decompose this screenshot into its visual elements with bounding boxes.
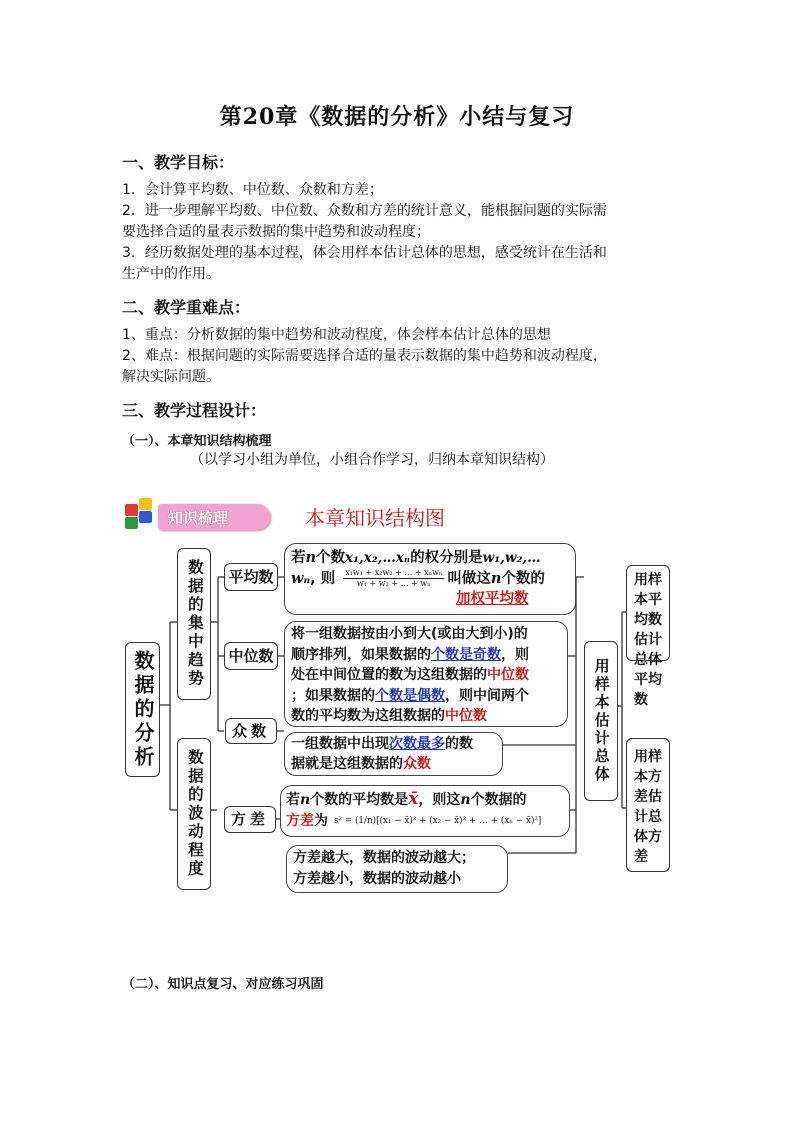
badge-label: 知识梳理 xyxy=(168,509,229,527)
mode-node: 众数 xyxy=(225,718,277,744)
variance-formula: s² = (1/n)[(x₁ − x̄)² + (x₂ − x̄)² + … + (xₙ − x̄)²] xyxy=(334,816,542,826)
section2-heading: 二、教学重难点： xyxy=(122,298,251,317)
key-point-line: 2、难点：根据问题的实际需要选择合适的量表示数据的集中趋势和波动程度， xyxy=(122,348,607,364)
objective-line: 要选择合适的量表示数据的集中趋势和波动程度； xyxy=(122,224,430,240)
root-node: 数据的分析 xyxy=(125,642,160,777)
median-definition: 将一组数据按由小到大(或由大到小)的 顺序排列，如果数据的个数是奇数，则 处在中间位置的数为这组数据的中位数 ；如果数据的个数是偶数，则中间两个 数的平均数为这组数据的中位数 xyxy=(284,621,568,727)
objective-line: 3．经历数据处理的基本过程，体会用样本估计总体的思想，感受统计在生活和 xyxy=(122,245,607,261)
mean-node: 平均数 xyxy=(224,563,278,591)
subsection1-heading: （一）、本章知识结构梳理 xyxy=(122,434,272,449)
branch-central-tendency: 数据的集中趋势 xyxy=(177,548,211,700)
section3-heading: 三、教学过程设计： xyxy=(122,401,267,420)
objective-line: 生产中的作用。 xyxy=(122,266,220,282)
subsection2-heading: （二）、知识点复习、对应练习巩固 xyxy=(122,977,324,992)
estimate-mean-node: 用样本平均数估计总体平均数 xyxy=(626,565,670,661)
variance-definition: 若n个数的平均数是x̄，则这n个数据的 方差 为 s² = (1/n)[(x₁ − x̄)² + (x₂ − x̄)² + … + (xₙ − x̄)²] xyxy=(280,785,570,837)
weighted-mean-fraction: x₁w₁ + x₂w₂ + … + xₙwₙ w₁ + w₂ + … + wₙ xyxy=(345,568,443,588)
variance-note: 方差越大，数据的波动越大； 方差越小，数据的波动越小 xyxy=(286,845,508,893)
objective-line: 2．进一步理解平均数、中位数、众数和方差的统计意义，能根据问题的实际需 xyxy=(122,203,607,219)
section1-heading: 一、教学目标： xyxy=(122,153,235,172)
branch-dispersion: 数据的波动程度 xyxy=(177,738,211,890)
objective-line: 1．会计算平均数、中位数、众数和方差； xyxy=(122,182,383,198)
subsection1-note: （以学习小组为单位，小组合作学习，归纳本章知识结构） xyxy=(190,452,554,468)
mean-definition: 若n个数x₁,x₂,…xₙ的权分别是w₁,w₂,… wₙ , 则 x₁w₁ + x₂w₂ + … + xₙwₙ w₁ + w₂ + … + wₙ 叫做这 n 个数的 加权平均数 xyxy=(284,543,576,615)
key-point-line: 1、重点：分析数据的集中趋势和波动程度，体会样本估计总体的思想 xyxy=(122,327,551,343)
page-title: 第20章《数据的分析》小结与复习 xyxy=(219,104,575,130)
estimate-variance-node: 用样本方差估计总体方差 xyxy=(626,738,670,872)
median-node: 中位数 xyxy=(224,642,278,670)
key-point-line: 解决实际问题。 xyxy=(122,369,220,385)
sample-estimate-node: 用样本估计总体 xyxy=(584,641,618,801)
variance-node: 方差 xyxy=(224,806,276,833)
diagram-heading: 本章知识结构图 xyxy=(305,506,445,530)
mode-definition: 一组数据中出现次数最多的数 据就是这组数据的众数 xyxy=(284,732,503,776)
